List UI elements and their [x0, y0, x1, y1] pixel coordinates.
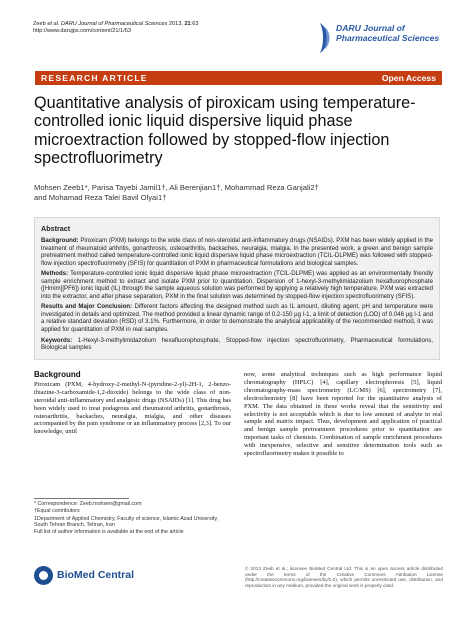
- citation-volume: 21: [184, 21, 191, 27]
- authors-line1: Mohsen Zeeb1*, Parisa Tayebi Jamil1†, Ali Berenjian1†, Mohammad Reza Ganjali2†: [34, 183, 319, 192]
- background-text: Piroxicam (PXM) belongs to the wide class of non-steroidal anti-inflammatory drugs (NSAIDs). PXM has been widely applied in the treatment of rheumatoid arthritis, gonarthrosis, osteoarthritis, backaches, neuralgia, mialgia. In the presented work, a green and benign sample pretreatment method called temperature-controlled ionic liquid dispersive liquid phase microextraction (TCIL-DLPME) was followed with stopped-flow injection spectrofluorimetry (SFIS) for quantitation of PXM in pharmaceutical formulations and biological samples.: [41, 237, 433, 267]
- author-list: [34, 183, 442, 202]
- keywords-label: Keywords:: [41, 336, 73, 344]
- article-type-banner: [35, 71, 442, 85]
- citation-authors: Zeeb: [33, 21, 48, 27]
- journal-name: [336, 23, 439, 43]
- citation-url[interactable]: http://www.darujps.com/content/21/1/63: [33, 28, 131, 35]
- abstract-results: [41, 303, 433, 333]
- journal-logo: [318, 20, 448, 58]
- abstract-box: [34, 217, 440, 360]
- citation-line: [33, 21, 283, 28]
- body-left-text: Piroxicam (PXM, 4-hydroxy-2-methyl-N-(pyridine-2-yl)-2H-1, 2-benzo-thiazine-3-carboxamide-1,2-dioxide) belongs to the wide class of non-steroidal anti-inflammatory and analgesic drugs (NSAIDs) [1]. This drug has been widely used to treat podagrous and rheumatoid arthritis, gonarthrosis, osteoarthritis, backaches, neuralgia, mialgia, and other diseases accompanied by the pain syndrome or an inflammatory process [2,3]. To our knowledge, until: [34, 380, 231, 436]
- footnote-divider: [34, 498, 129, 499]
- abstract-heading: Abstract: [41, 224, 71, 233]
- footnotes: [34, 501, 232, 536]
- publisher-name: BioMed Central: [57, 569, 135, 581]
- article-title: Quantitative analysis of piroxicam using temperature-controlled ionic liquid dispersive liquid phase microextraction followed by stopped-flow injection spectrofluorimetry: [34, 94, 416, 168]
- body-column-left: [34, 371, 231, 436]
- results-text: Different factors affecting the designed method such as IL amount, diluting agent, pH and temperature were investigated in details and optimized. The method provided a linear dynamic range of 0.2-150 µg l-1, a limit of detection (LOD) of 0.046 µg l-1 and a relative standard deviation (RSD) of 3.1%. Furthermore, in order to demonstrate the analytical applicability of the recommended method, it was applied for quantitation of PXM in real samples.: [41, 303, 433, 334]
- journal-name-line2: Pharmaceutical Sciences: [336, 33, 440, 43]
- keywords-text: 1-Hexyl-3-methylimidazolium hexafluorophosphate, Stopped-flow injection spectrofluorimetry, Pharmaceutical formulations, Biological samples: [41, 336, 433, 352]
- citation-article: :63: [190, 21, 199, 27]
- license-text: © 2013 Zeeb et al.; licensee BioMed Central Ltd. This is an open access article distributed under the terms of the Creative Commons Attribution License (http://creativecommons.org/licenses/by/2.0), which permits unrestricted use, distribution, and reproduction in any medium, provided the original work is properly cited.: [245, 566, 443, 589]
- open-access-label: Open Access: [381, 73, 436, 83]
- journal-name-line1: DARU Journal of: [336, 23, 405, 33]
- body-right-text: now, some analytical techniques such as high performance liquid chromatography (HPLC) [4], capillary electrophoresis [5], liquid chromatography-mass spectrometry (LC/MS) [6], spectrometry [7], electrochemistry [8] have been reported for the quantitative analysis of PXM. The data obtained in these works reveal that the sensitivity and selectivity is not acceptable which is due to low amount of analyte in real sample and matrix impact. Thus, development and application of practical and benign sample pretreatment procedures prior to quantitation are important tasks of chemists. Combination of sample enrichment procedures with inexpensive, selective and sensitive determination tools such as spectrofluorimetry makes it possible to: [244, 371, 442, 458]
- authors-line2: and Mohamad Reza Talei Bavil Olyai1†: [34, 192, 167, 202]
- citation-journal: et al. DARU Journal of Pharmaceutical Sciences: [47, 21, 168, 27]
- background-heading: Background: [34, 370, 81, 379]
- daru-logo-icon: [318, 23, 332, 53]
- author-info-note: Full list of author information is available at the end of the article: [34, 529, 184, 536]
- methods-text: Temperature-controlled ionic liquid dispersive liquid phase microextraction (TCIL-DLPME) was applied as an environmentally friendly sample enrichment method to extract and isolate PXM prior to quantitation. Dispersion of 1-hexyl-3-methylimidazolium hexafluorophosphate ([Hmim][PF6]) ionic liquid (IL) through the sample aqueous solution was performed by applying a relatively high temperature. PXM was extracted into the extractor, and after phase separation, PXM in the final solution was determined by stopped-flow injection spectrofluorimetry (SFIS).: [41, 270, 433, 300]
- publisher-logo: [34, 566, 144, 588]
- abstract-keywords: [41, 337, 433, 352]
- correspondence-note: * Correspondence: Zeeb.mohsen@gmail.com: [34, 501, 142, 507]
- biomed-central-icon: [34, 566, 53, 585]
- background-label: Background:: [41, 237, 79, 244]
- citation-year: 2013,: [167, 21, 185, 27]
- citation-header: [33, 21, 283, 35]
- article-type: RESEARCH ARTICLE: [41, 73, 148, 83]
- abstract-methods: [41, 270, 433, 300]
- methods-label: Methods:: [41, 270, 69, 278]
- results-label: Results and Major Conclusion:: [41, 303, 133, 311]
- body-column-right: [244, 371, 442, 458]
- abstract-background: [41, 237, 433, 267]
- affiliation-note: 1Department of Applied Chemistry, Faculty of science, Islamic Azad University, South Tehran Branch, Tehran, Iran: [34, 515, 219, 528]
- equal-contrib-note: †Equal contributors: [34, 508, 80, 515]
